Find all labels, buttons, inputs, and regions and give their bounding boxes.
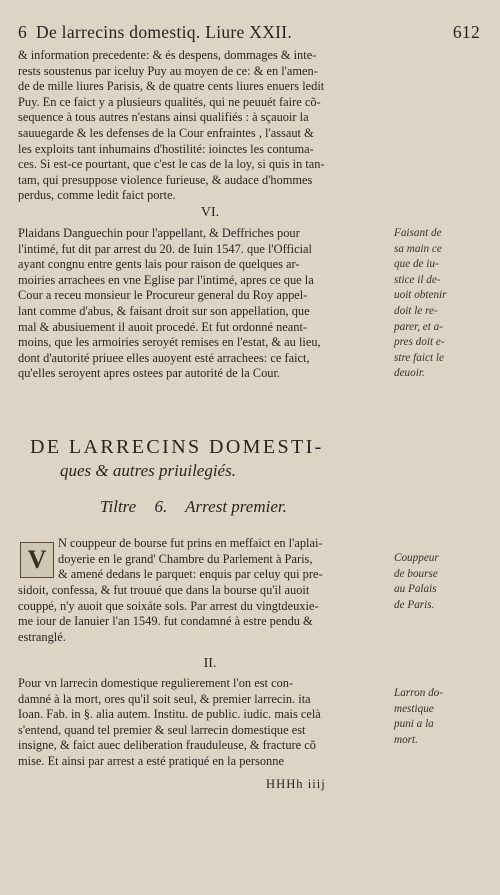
signature-mark: HHHh iiij [266,777,326,791]
section-numeral-ii: II. [203,656,217,671]
text-line: Pour vn larrecin domestique regulierement l'on est con- [18,676,294,690]
margin-line: de bourse [394,567,438,580]
text-line: sidoit, confessa, & fut trouué que dans la bourse qu'il auoit [18,583,310,597]
margin-line: deuoir. [394,367,425,380]
arrest-heading: Arrest premier. [185,497,287,516]
text-line: moins, que les armoiries seroyét remises en l'estat, & au lieu, [18,335,321,350]
margin-line: que de iu- [394,258,439,271]
page-number: 612 [452,22,480,42]
titre-heading [100,497,301,517]
margin-line: uoit obtenir [394,289,447,302]
margin-line: de Paris. [394,598,435,611]
paragraph-ii [18,676,390,770]
running-header [18,22,488,44]
margin-note-vi [394,226,494,382]
margin-line: parer, et a- [394,320,443,333]
text-line: couppé, n'y auoit que soixáte sols. Par arrest du vingtdeuxie- [18,598,319,613]
titre-label: Tiltre [100,497,137,516]
text-line: damné à la mort, ores qu'il soit seul, & premier larrecin. ita [18,691,311,706]
text-line: moiries arrachees en vne Eglise par l'intimé, apres ce que la [18,272,314,287]
drop-cap-initial: V [20,542,54,578]
text-line: Puy. En ce faict y a plusieurs qualités, qui ne peuuét faire cõ- [18,94,321,109]
paragraph-arrest [18,583,390,645]
text-line: dont d'autorité priuee elles auoyent esté arrachees: ce faict, [18,350,310,365]
text-line: les exploits tant inhumains d'hostilité: ioinctes les contuma- [18,141,314,156]
titre-number: 6. [154,497,168,516]
text-line: & amené dedans le parquet: enquis par celuy qui pre- [58,567,323,582]
margin-line: Faisant de [394,227,442,239]
margin-line: doit le re- [394,304,438,317]
margin-note-ii [394,686,494,748]
margin-line: mort. [394,733,418,746]
paragraph-vi [18,226,390,382]
section-numeral-vi: VI. [200,205,220,220]
text-line: sequence à tous autres n'estans ainsi qualifiés : à sçauoir la [18,110,309,125]
text-line: mise. Et ainsi par arrest a esté pratiqué en la personne [18,753,284,768]
text-line: Ioan. Fab. in §. alia autem. Institu. de public. iudic. mais celà [18,707,321,722]
text-line: me iour de Ianuier l'an 1549. fut condamné à estre pendu & [18,614,313,629]
text-line: estranglé. [18,629,66,644]
text-line: Cour a receu monsieur le Procureur general du Roy appel- [18,288,308,303]
margin-line: pres doit e- [394,336,445,349]
text-line: doyerie en le grand' Chambre du Parlement à Paris, [58,551,313,566]
margin-line: stre faict le [394,351,444,364]
margin-line: Couppeur [394,552,439,564]
margin-line: sa main ce [394,242,442,255]
margin-line: au Palais [394,583,437,596]
text-line: sauuegarde & les defenses de la Cour enfraintes , l'assaut & [18,125,314,140]
section-subtitle: ques & autres priuilegiés. [60,461,236,480]
margin-line: puni a la [394,718,434,731]
margin-line: Larron do- [394,687,444,699]
paragraph-continuation [18,48,390,204]
margin-note-arrest [394,551,494,613]
text-line: Plaidans Danguechin pour l'appellant, & Deffriches pour [18,226,300,240]
text-line: mal & abusiuement il auoit procedé. Et fut ordonné neant- [18,319,308,334]
text-line: l'intimé, fut dit par arrest du 20. de Iuin 1547. que l'Official [18,241,312,256]
text-line: rests soustenus par iceluy Puy au moyen de ce: & en l'amen- [18,63,318,78]
text-line: ayant congnu entre gents lais pour raison de quelques ar- [18,257,300,272]
text-line: N couppeur de bourse fut prins en meffaict en l'aplai- [58,536,323,550]
text-line: lant comme d'abus, & faisant droit sur son appellation, que [18,303,310,318]
text-line: ces. Si est-ce pourtant, que c'est le cas de la loy, si quis in tan- [18,157,325,172]
text-line: perdus, comme ledit faict porte. [18,188,176,203]
text-line: & information precedente: & és despens, dommages & inte- [18,48,317,62]
page-marker-left: 6 [18,22,28,42]
text-line: tam, qui presuppose violence furieuse, & audace d'hommes [18,172,313,187]
text-line: de de mille liures Parisis, & de quatre cents liures enuers ledit [18,79,325,94]
paragraph-arrest-first-lines [58,536,392,583]
section-title: DE LARRECINS DOMESTI- [30,436,324,458]
margin-line: mestique [394,702,434,715]
margin-line: stice il de- [394,273,441,286]
text-line: s'entend, quand tel premier & seul larrecin domestique est [18,722,306,737]
text-line: qu'elles seroyent apres ostees par autorité de la Cour. [18,366,281,381]
text-line: insigne, & faict auec deliberation frauduleuse, & fracture cõ [18,738,316,753]
running-title: De larrecins domestiq. Liure XXII. [36,22,293,42]
